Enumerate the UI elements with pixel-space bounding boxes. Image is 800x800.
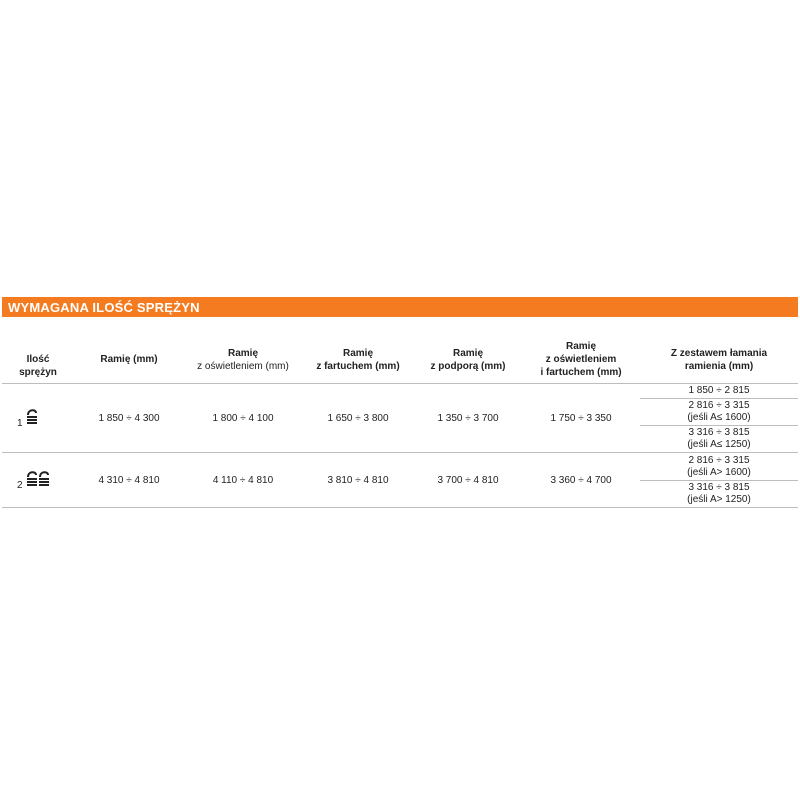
arm-apron-value: 3 810 ÷ 4 810 — [302, 453, 414, 508]
arm-fold-cell — [640, 384, 798, 453]
spring-requirements-table-block — [2, 297, 798, 508]
table-title: WYMAGANA ILOŚĆ SPRĘŻYN — [2, 297, 798, 317]
table-row-2-springs — [2, 453, 798, 508]
single-spring-icon — [25, 408, 39, 429]
header-count: Ilość sprężyn — [19, 354, 57, 378]
header-arm-support: Ramię z podporą (mm) — [430, 348, 506, 372]
spring-requirements-table — [2, 321, 798, 508]
header-row — [2, 321, 798, 384]
header-arm-fold: Z zestawem łamania ramienia (mm) — [670, 348, 768, 372]
count-cell: 2 — [2, 453, 74, 508]
arm-fold-range: 2 816 ÷ 3 315 — [688, 454, 750, 466]
header-arm-light: Ramię z oświetleniem (mm) — [197, 348, 289, 372]
arm-support-value: 3 700 ÷ 4 810 — [414, 453, 522, 508]
double-spring-icon — [25, 470, 51, 491]
arm-fold-note: (jeśli A> 1250) — [687, 493, 751, 505]
arm-fold-cell — [640, 453, 798, 508]
table-row-1-spring — [2, 384, 798, 453]
arm-light-value: 1 800 ÷ 4 100 — [184, 384, 302, 453]
arm-light-apron-value: 3 360 ÷ 4 700 — [522, 453, 640, 508]
arm-apron-value: 1 650 ÷ 3 800 — [302, 384, 414, 453]
arm-fold-range: 3 316 ÷ 3 815 — [688, 481, 750, 493]
arm-fold-note: (jeśli A≤ 1250) — [687, 439, 751, 450]
arm-fold-range: 2 816 ÷ 3 315 — [688, 400, 750, 411]
header-arm-apron: Ramię z fartuchem (mm) — [316, 348, 400, 372]
arm-value: 1 850 ÷ 4 300 — [74, 384, 184, 453]
count-cell: 1 — [2, 384, 74, 453]
arm-value: 4 310 ÷ 4 810 — [74, 453, 184, 508]
arm-light-value: 4 110 ÷ 4 810 — [184, 453, 302, 508]
header-arm-light-apron: Ramię z oświetleniem i fartuchem (mm) — [540, 341, 622, 378]
arm-fold-range: 3 316 ÷ 3 815 — [688, 427, 750, 438]
arm-fold-note: (jeśli A≤ 1600) — [687, 412, 751, 423]
arm-fold-range: 1 850 ÷ 2 815 — [688, 385, 750, 396]
arm-light-apron-value: 1 750 ÷ 3 350 — [522, 384, 640, 453]
arm-support-value: 1 350 ÷ 3 700 — [414, 384, 522, 453]
header-arm: Ramię (mm) — [100, 354, 158, 365]
arm-fold-note: (jeśli A> 1600) — [687, 466, 751, 478]
